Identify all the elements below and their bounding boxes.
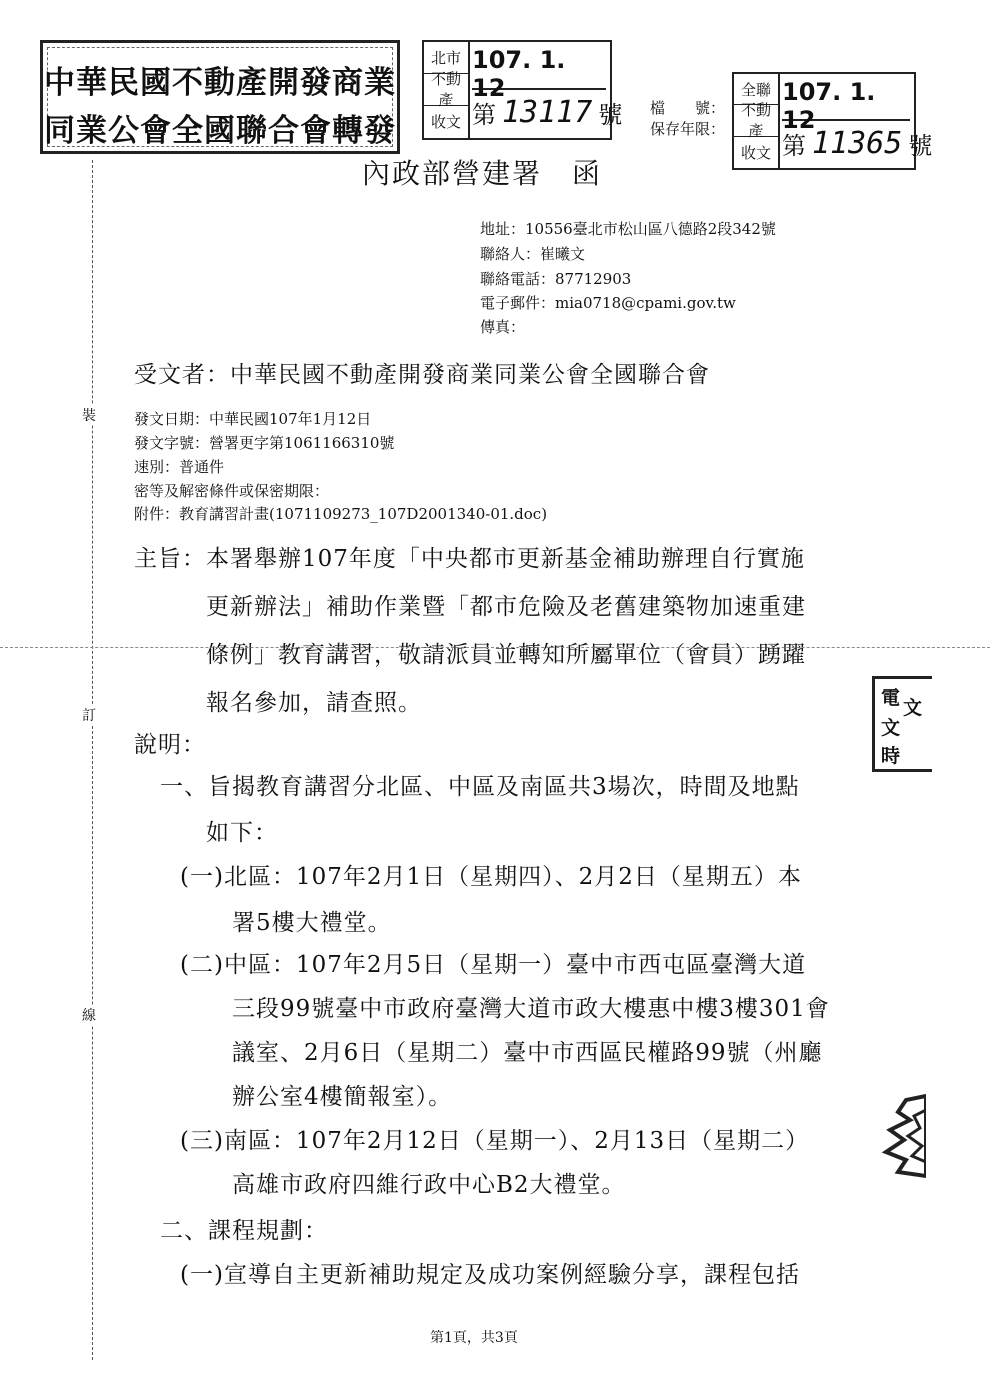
stamp-head-label: 北市 [424,42,468,74]
forwarding-stamp-line2: 同業公會全國聯合會轉發 [44,113,396,149]
receipt-stamp-city [422,40,623,140]
receipt-stamp-national-head [734,74,780,168]
explanation-item: 三段99號臺中市政府臺灣大道市政大樓惠中樓3樓301會 [232,996,830,1022]
stamp-suffix: 號 [598,101,623,130]
page-footer: 第1頁，共3頁 [430,1330,518,1346]
receipt-stamp-national-date: 107. 1. 12 [782,78,910,121]
forwarding-stamp [40,40,400,154]
stamp-head-label: 全聯 [734,74,778,105]
explanation-item: (三)南區：107年2月12日（星期一）、2月13日（星期二） [180,1128,810,1154]
file-number-label: 檔 號： [650,99,726,117]
side-stamp [872,676,932,772]
subject-line: 更新辦法」補助作業暨「都市危險及老舊建築物加速重建 [206,594,806,620]
binding-line [92,160,93,1360]
stamp-prefix: 第 [472,101,496,130]
contact-email: 電子郵件：mia0718@cpami.gov.tw [480,294,736,312]
partial-seal-mark [876,1090,926,1180]
explanation-item: 議室、2月6日（星期二）臺中市西區民權路99號（州廳 [232,1040,823,1066]
stamp-prefix: 第 [782,131,806,160]
explanation-item: 高雄市政府四維行政中心B2大禮堂。 [232,1172,626,1198]
explanation-item: 辦公室4樓簡報室）。 [232,1084,453,1110]
document-number: 發文字號：營署更字第1061166310號 [134,434,395,452]
explanation-item: (一)宣導自主更新補助規定及成功案例經驗分享，課程包括 [180,1262,800,1288]
stamp-head-label: 不動產 [734,105,778,136]
receipt-stamp-national-number: 11365 [812,125,903,161]
subject-line: 報名參加，請查照。 [206,690,422,716]
binding-mark: 裝 [82,405,96,425]
explanation-item: 二、課程規劃： [160,1218,328,1244]
side-stamp-char: 文 [881,717,901,739]
explanation-item: (一)北區：107年2月1日（星期四）、2月2日（星期五）本 [180,864,802,890]
contact-person: 聯絡人：崔曦文 [480,245,586,263]
retention-label: 保存年限： [650,120,726,138]
stamp-head-label: 收文 [740,143,771,162]
receipt-stamp-city-number: 13117 [502,95,593,131]
issue-date: 發文日期：中華民國107年1月12日 [134,410,372,428]
binding-mark: 線 [82,1005,96,1025]
recipient: 受文者：中華民國不動產開發商業同業公會全國聯合會 [134,362,710,388]
agency-title: 內政部營建署 函 [362,157,603,190]
side-stamp-char: 文 [903,697,923,719]
contact-fax: 傳真： [480,318,526,336]
delivery-speed: 速別：普通件 [134,458,225,476]
receipt-stamp-national [732,72,933,170]
secrecy-level: 密等及解密條件或保密期限： [134,482,330,500]
explanation-item: 如下： [206,820,278,846]
stamp-head-label: 不動產 [424,74,468,106]
explanation-item: 署5樓大禮堂。 [232,910,392,936]
explanation-item: 一、旨揭教育講習分北區、中區及南區共3場次，時間及地點 [160,774,800,800]
subject-line: 主旨：本署舉辦107年度「中央都市更新基金補助辦理自行實施 [134,546,805,572]
receipt-stamp-city-date: 107. 1. 12 [472,46,606,90]
explanation-item: (二)中區：107年2月5日（星期一）臺中市西屯區臺灣大道 [180,952,807,978]
forwarding-stamp-line1: 中華民國不動產開發商業 [44,65,396,101]
stamp-head-label: 收文 [430,113,461,132]
receipt-stamp-city-number-row [472,90,623,136]
explanation-heading: 說明： [134,732,206,758]
side-stamp-char: 電 [881,687,901,709]
receipt-stamp-city-head [424,42,470,138]
contact-address: 地址：10556臺北市松山區八德路2段342號 [480,220,776,238]
binding-mark: 訂 [82,705,96,725]
subject-line: 條例」教育講習，敬請派員並轉知所屬單位（會員）踴躍 [206,642,806,668]
receipt-stamp-national-number-row [782,121,933,166]
fold-line [0,647,990,648]
side-stamp-char: 時 [881,745,901,767]
stamp-suffix: 號 [908,131,933,160]
contact-phone: 聯絡電話：87712903 [480,270,632,288]
attachment: 附件：教育講習計畫(1071109273_107D2001340-01.doc) [134,505,548,523]
